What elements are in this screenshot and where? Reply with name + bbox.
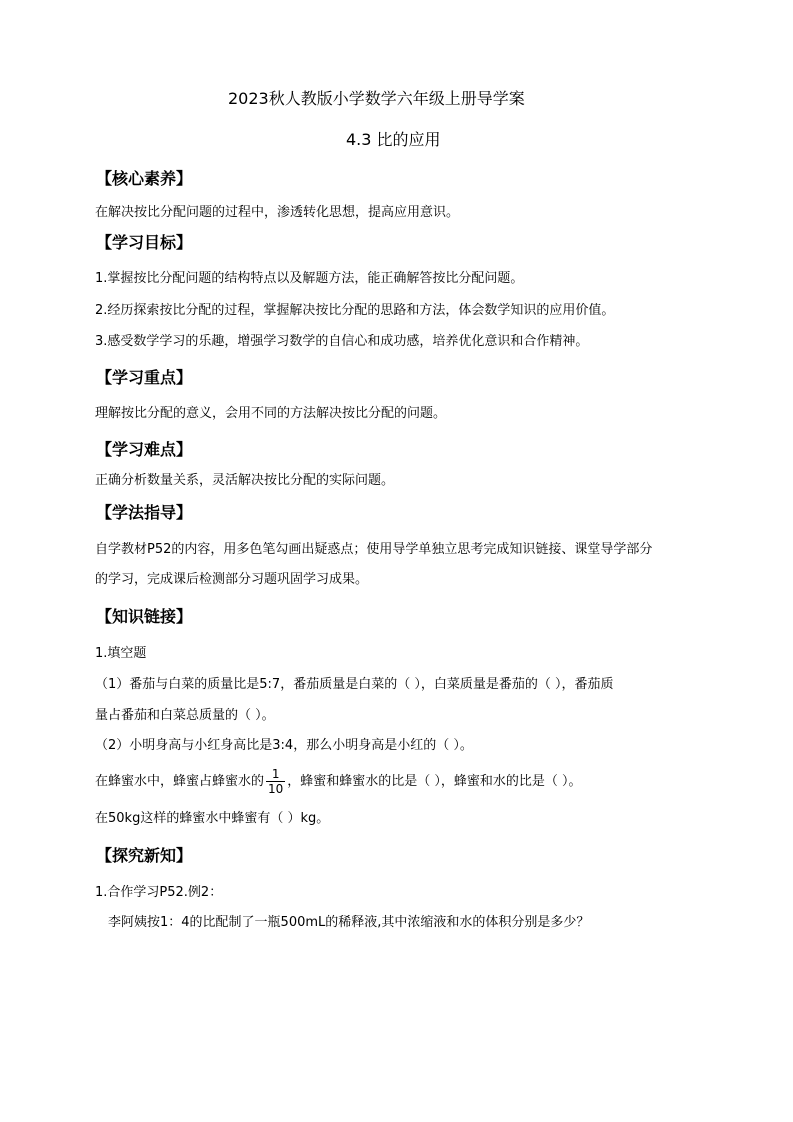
goal-item: 1.掌握按比分配问题的结构特点以及解题方法，能正确解答按比分配问题。: [95, 271, 524, 286]
fraction-denominator: 10: [268, 782, 284, 796]
question-3-suffix: ，蜂蜜和蜂蜜水的比是（ ），蜂蜜和水的比是（ ）。: [287, 774, 582, 789]
difficulty-heading: 【学习难点】: [96, 440, 193, 459]
question-1-line-1: （1）番茄与白菜的质量比是5:7，番茄质量是白菜的（ ），白菜质量是番茄的（ ），番茄质: [95, 677, 614, 692]
explore-item-1: 1.合作学习P52.例2：: [95, 885, 223, 900]
key-heading: 【学习重点】: [96, 368, 193, 387]
fraction: [266, 767, 285, 796]
example-problem: 李阿姨按1：4的比配制了一瓶500mL的稀释液,其中浓缩液和水的体积分别是多少？: [108, 915, 590, 930]
method-heading: 【学法指导】: [96, 503, 193, 522]
question-3: [95, 765, 582, 799]
goal-item: 2.经历探索按比分配的过程，掌握解决按比分配的思路和方法，体会数学知识的应用价值。: [95, 303, 615, 318]
core-heading: 【核心素养】: [96, 169, 193, 188]
key-text: 理解按比分配的意义，会用不同的方法解决按比分配的问题。: [95, 406, 447, 421]
lesson-title: 4.3 比的应用: [346, 130, 441, 149]
goal-item: 3.感受数学学习的乐趣，增强学习数学的自信心和成功感，培养优化意识和合作精神。: [95, 334, 589, 349]
difficulty-text: 正确分析数量关系，灵活解决按比分配的实际问题。: [95, 473, 395, 488]
question-4: 在50kg这样的蜂蜜水中蜂蜜有（ ）kg。: [95, 811, 330, 826]
fraction-numerator: 1: [266, 767, 285, 782]
link-heading: 【知识链接】: [96, 607, 193, 626]
question-3-prefix: 在蜂蜜水中，蜂蜜占蜂蜜水的: [95, 774, 265, 789]
explore-heading: 【探究新知】: [96, 846, 193, 865]
question-1-line-2: 量占番茄和白菜总质量的（ ）。: [95, 708, 275, 723]
fill-blank-title: 1.填空题: [95, 646, 147, 661]
core-text: 在解决按比分配问题的过程中，渗透转化思想，提高应用意识。: [95, 205, 460, 220]
question-2: （2）小明身高与小红身高比是3:4，那么小明身高是小红的（ ）。: [95, 738, 473, 753]
goals-heading: 【学习目标】: [96, 233, 193, 252]
document-title: 2023秋人教版小学数学六年级上册导学案: [228, 89, 525, 108]
method-text-line: 的学习，完成课后检测部分习题巩固学习成果。: [95, 572, 369, 587]
method-text-line: 自学教材P52的内容，用多色笔勾画出疑惑点；使用导学单独立思考完成知识链接、课堂导学部分: [95, 542, 653, 557]
